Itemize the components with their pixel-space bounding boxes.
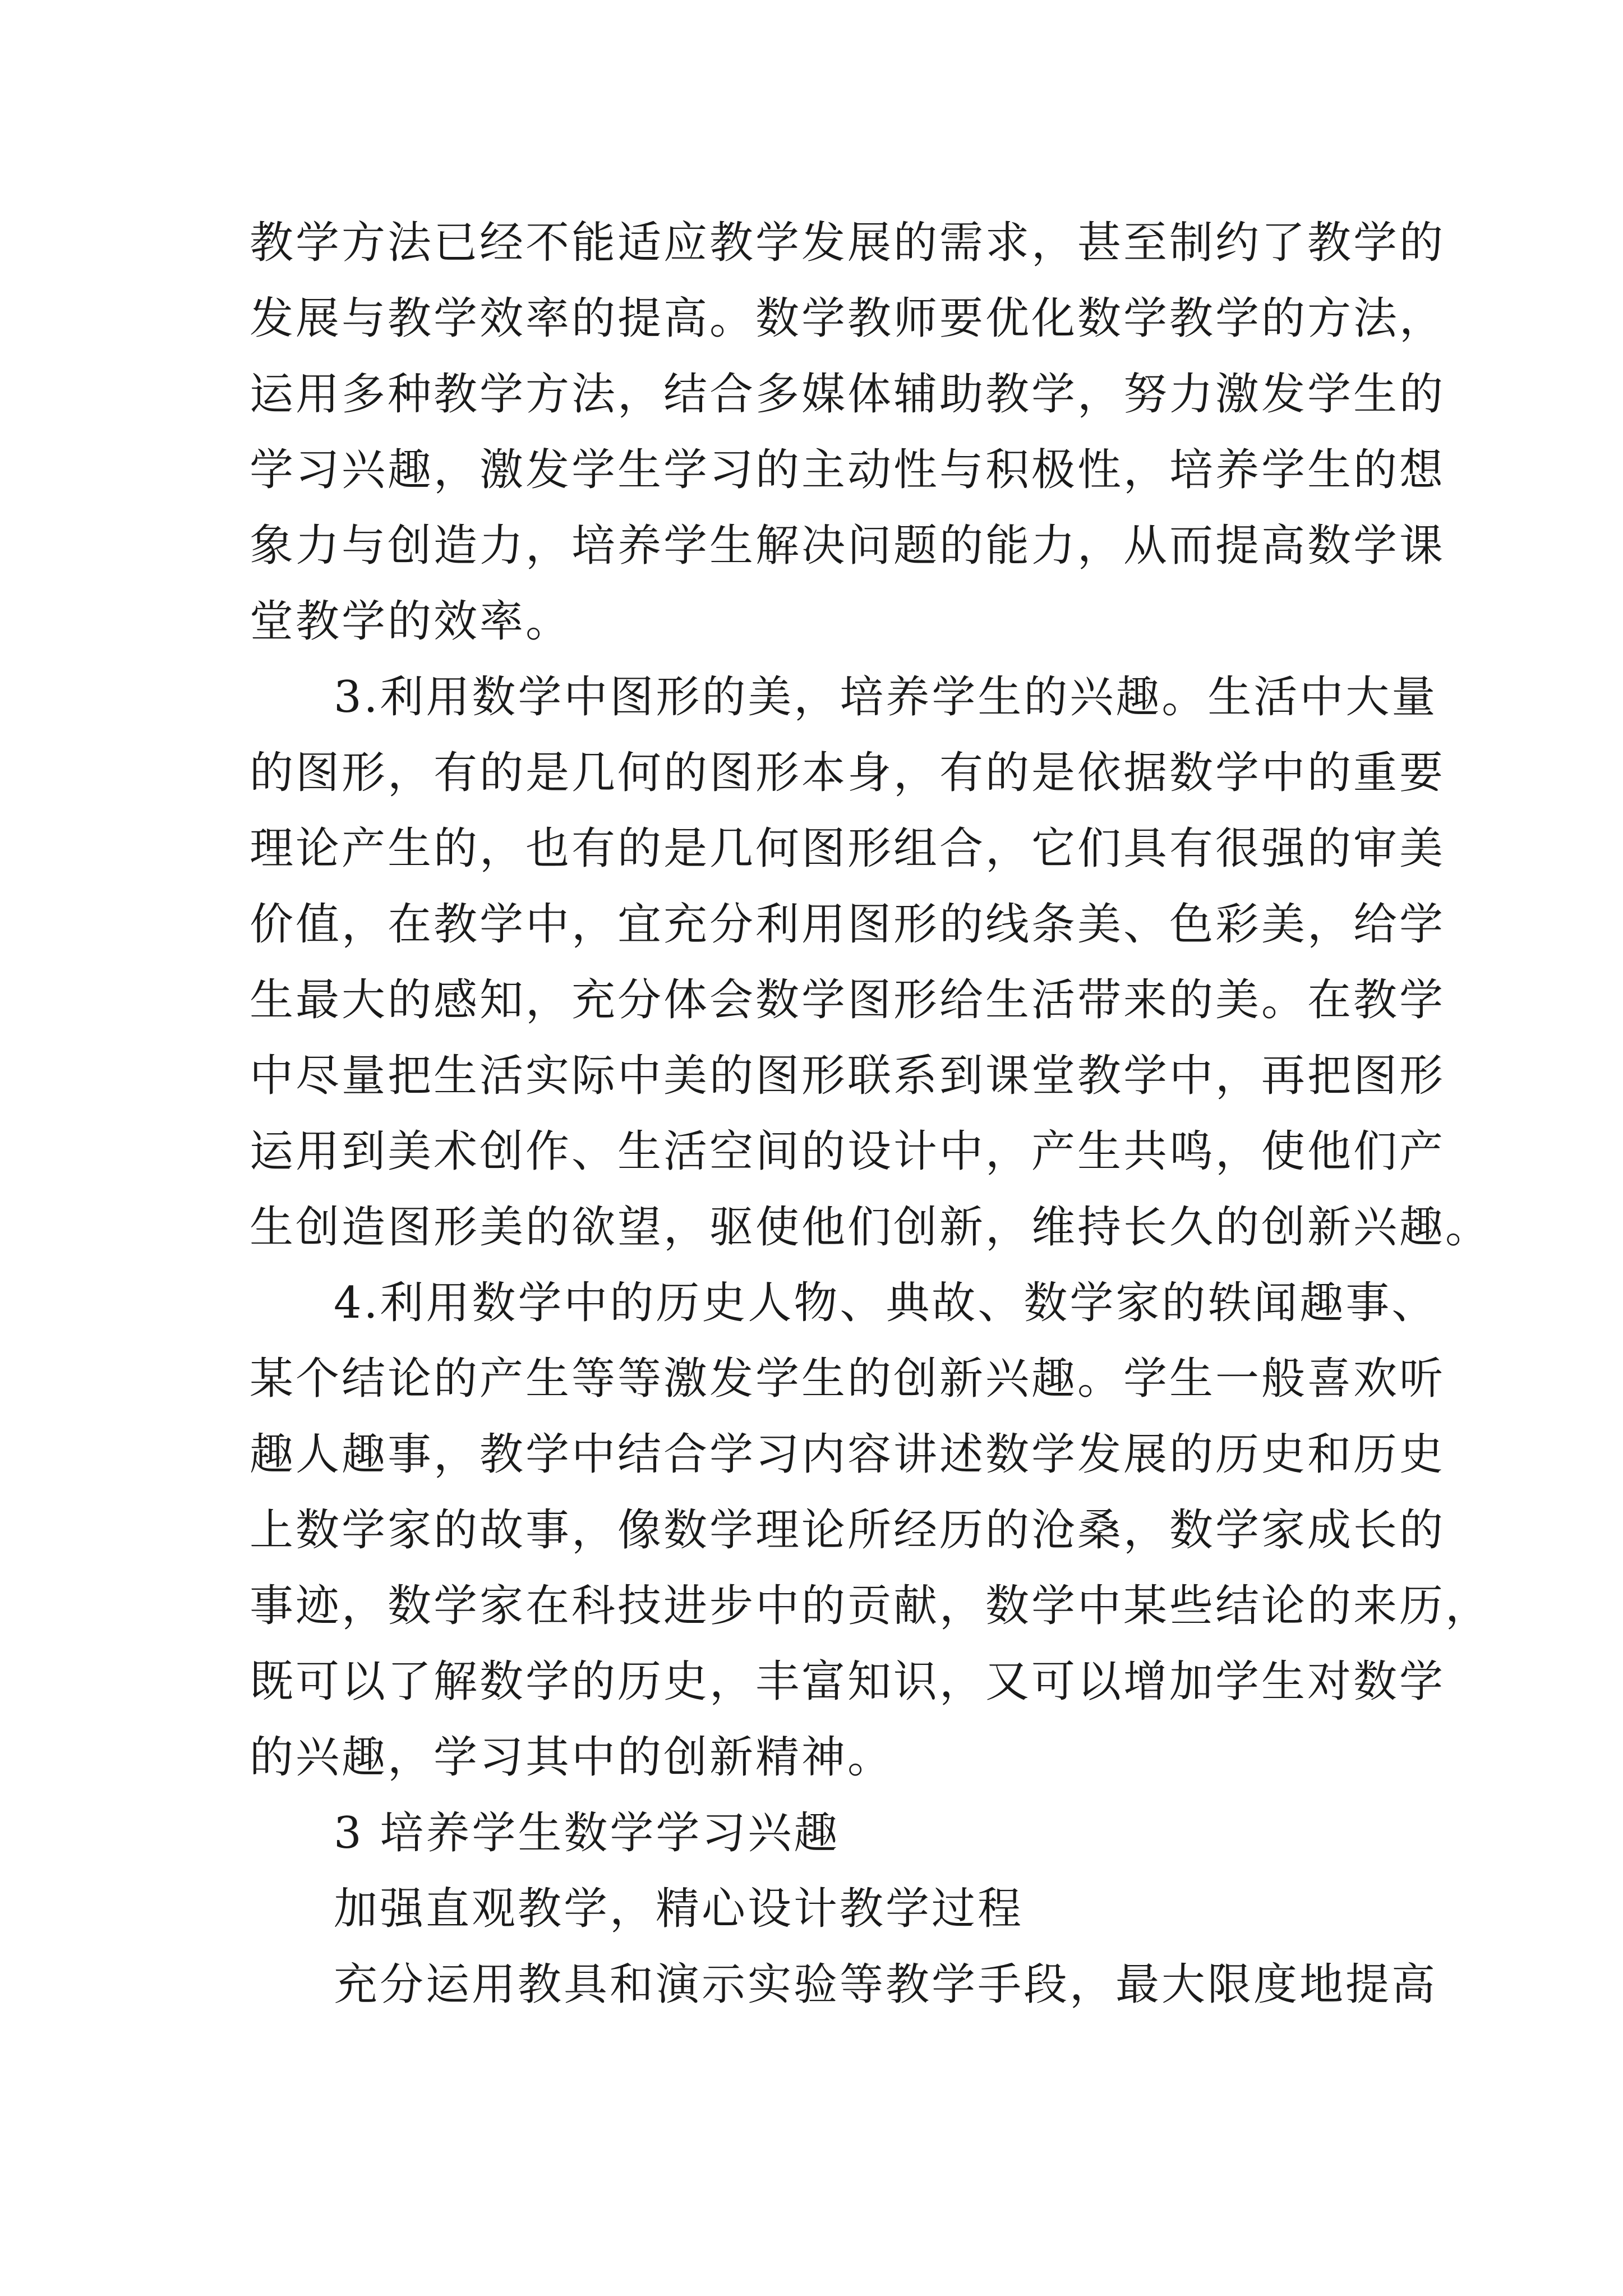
- text-line: 中尽量把生活实际中美的图形联系到课堂教学中，再把图形: [250, 1051, 1446, 1101]
- text-line: 堂教学的效率。: [250, 596, 572, 647]
- text-line: 发展与教学效率的提高。数学教师要优化数学教学的方法，: [250, 293, 1446, 344]
- text-line: 教学方法已经不能适应教学发展的需求，甚至制约了教学的: [250, 218, 1446, 268]
- text-line: 生最大的感知，充分体会数学图形给生活带来的美。在教学: [250, 975, 1446, 1025]
- text-line: 运用多种教学方法，结合多媒体辅助教学，努力激发学生的: [250, 369, 1446, 420]
- text-line: 运用到美术创作、生活空间的设计中，产生共鸣，使他们产: [250, 1126, 1446, 1177]
- section-heading: 3 培养学生数学学习兴趣: [334, 1808, 840, 1858]
- text-line: 趣人趣事，教学中结合学习内容讲述数学发展的历史和历史: [250, 1429, 1446, 1480]
- subsection-heading: 加强直观教学，精心设计教学过程: [334, 1884, 1024, 1934]
- text-line: 象力与创造力，培养学生解决问题的能力，从而提高数学课: [250, 521, 1446, 571]
- paragraph-heading: 4.利用数学中的历史人物、典故、数学家的轶闻趣事、: [334, 1278, 1438, 1328]
- paragraph-heading: 3.利用数学中图形的美，培养学生的兴趣。生活中大量: [334, 672, 1438, 723]
- text-line: 的图形，有的是几何的图形本身，有的是依据数学中的重要: [250, 748, 1446, 798]
- text-line: 上数学家的故事，像数学理论所经历的沧桑，数学家成长的: [250, 1505, 1446, 1556]
- text-line: 生创造图形美的欲望，驱使他们创新，维持长久的创新兴趣。: [250, 1202, 1492, 1253]
- text-line: 价值，在教学中，宜充分利用图形的线条美、色彩美，给学: [250, 899, 1446, 950]
- text-line: 既可以了解数学的历史，丰富知识，又可以增加学生对数学: [250, 1657, 1446, 1707]
- text-line: 理论产生的，也有的是几何图形组合，它们具有很强的审美: [250, 823, 1446, 874]
- text-line: 某个结论的产生等等激发学生的创新兴趣。学生一般喜欢听: [250, 1354, 1446, 1404]
- text-line: 的兴趣，学习其中的创新精神。: [250, 1732, 894, 1783]
- text-line: 学习兴趣，激发学生学习的主动性与积极性，培养学生的想: [250, 445, 1446, 495]
- text-line: 事迹，数学家在科技进步中的贡献，数学中某些结论的来历，: [250, 1581, 1492, 1631]
- text-line: 充分运用教具和演示实验等教学手段，最大限度地提高: [334, 1959, 1438, 2010]
